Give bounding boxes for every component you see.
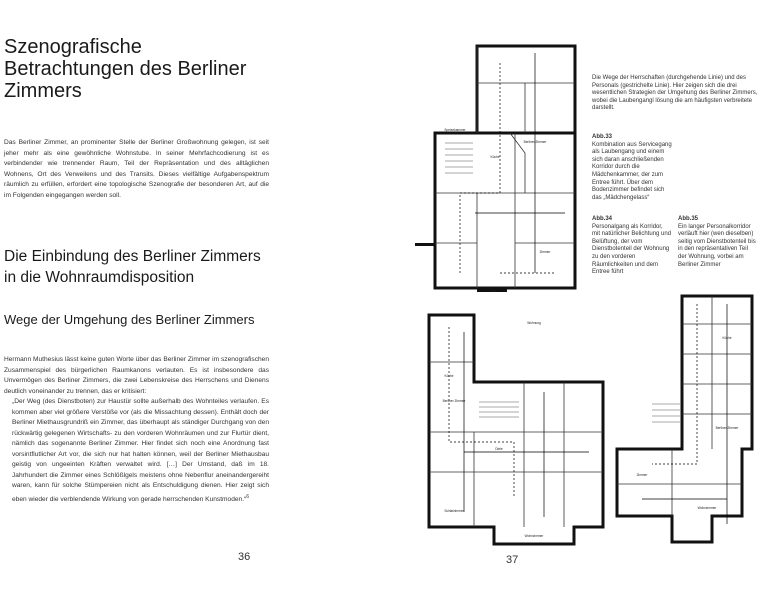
plan2-kueche-label: Küche: [444, 374, 454, 378]
lead-paragraph: Das Berliner Zimmer, an prominenter Stelle der Berliner Großwohnung gelegen, ist seit jeher mehr als eine gewöhnliche Wohnstube. In seiner Mehrfachcodierung ist es verbindender wie trennender Raum, Teil der Repräsentation und des alltäglichen Wohnens, Ort des Verweilens und des Transits. Dieses vielfältige Aufgabenspektrum räumlich zu erfüllen, erfordert eine topologische Szenografie der besonderen Art, auf die im Folgenden eingegangen werden soll.: [4, 139, 269, 199]
caption-abb34-text: Personalgang als Korridor, mit natürlicher Belichtung und Belüftung, der vom Dienstbotenteil der Wohnung zu den vorderen Räumlichkeiten und dem Entree führt: [592, 223, 672, 276]
plan2-wohnzimmer-label: Wohnzimmer: [524, 534, 544, 538]
quote-text: „Der Weg (des Dienstboten) zur Haustür sollte außerhalb des Wohnteiles verlaufen. Es kommen aber viel größere Verstöße vor (als die Missachtung dessen). Enthält doch der Berliner Miethausgrundriß ein Zimmer, das überhaupt als ständiger Durchgang von den rückwärtig gelegenen Wirtschafts- zu den vorderen Wohnräumen und zur Flurtür dient, nämlich das sogenannte Berliner Zimmer. Hier findet sich noch eine Anordnung fast vorsintflutlicher Art vor, die sich nur hat halten können, weil der Berliner Miethausbau geistig von ungeeinten Kräften verwaltet wird. […] Der Umstand, daß im 18. Jahrhundert die Zimmer eines Schlößlgels meistens ohne Nebenflur aneinandergereiht waren, kann für solche Stümpereien nicht als Entschuldigung dienen. Hier zeigt sich eben wieder die verblendende Wirkung von gerade herrschenden Kunstmoden.“: [12, 398, 269, 503]
block-quote: [4, 397, 269, 505]
caption-abb33: [592, 134, 674, 202]
page-number-left: 36: [238, 551, 251, 563]
section-heading: Die Einbindung des Berliner Zimmers in die Wohnraumdisposition: [4, 248, 261, 286]
page-title: Szenografische Betrachtungen des Berliner Zimmers: [4, 36, 247, 102]
plan1-kueche-label: Küche: [490, 155, 500, 159]
caption-abb34-label: Abb.34: [592, 216, 613, 222]
caption-abb33-label: Abb.33: [592, 134, 613, 140]
floor-plan-abb33: [415, 43, 577, 295]
body-paragraph: Hermann Muthesius lässt keine guten Worte über das Berliner Zimmer im szenografischen Zusammenspiel des bürgerlichen Raumkanons verlauten. Es ist insbesondere das Unvermögen des Berliner Zimmers, die zwei Lebenskreise des Herrschens und Dienens deutlich voneinander zu trennen, das er kritisiert:: [4, 356, 269, 395]
plan2-diele-label: Diele: [495, 447, 503, 451]
plan1-zimmer-label: Zimmer: [539, 250, 551, 254]
caption-abb35-text: Ein langer Personalkorridor verläuft hier (wen dieselben) seitig vom Dienstbotenteil bis in den repräsentativen Teil der Wohnung, vorbei am Berliner Zimmer: [678, 223, 756, 268]
caption-abb33-text: Kombination aus Servicegang als Laubengang und einem sich daran anschließenden Korridor durch die Mädchenkammer, der zum Entree führt. Über dem Bodenzimmer befindet sich das „Mädchengelass“: [592, 141, 672, 201]
caption-abb34: [592, 216, 672, 277]
plan2-berliner-zimmer-label: Berliner Zimmer: [442, 399, 466, 403]
caption-abb35: [678, 216, 758, 269]
caption-intro: Die Wege der Herrschaften (durchgehende Linie) und des Personals (gestrichelte Linie). Hier zeigen sich die drei wesentlichen Strategien der Umgehung des Berliner Zimmers, wobei die Laubengangl lösung die am häufigsten verbreitete darstellt.: [592, 75, 758, 112]
floor-plan-abb34: [424, 312, 605, 550]
plan3-berliner-zimmer-label: Berliner Zimmer: [715, 426, 739, 430]
subsection-heading: Wege der Umgehung des Berliner Zimmers: [4, 312, 255, 327]
plan2-wohnung-label: Wohnung: [527, 321, 541, 325]
floor-plan-abb35: [612, 284, 760, 550]
plan3-kueche-label: Küche: [722, 336, 732, 340]
plan1-flur-label: Flur: [490, 289, 496, 293]
plan1-speisekammer-label: Speisekammer: [444, 128, 466, 132]
plan1-berliner-zimmer-label: Berliner Zimmer: [523, 140, 547, 144]
plan3-wohnzimmer-label: Wohnzimmer: [697, 506, 717, 510]
plan3-zimmer-label: Zimmer: [636, 473, 648, 477]
plan2-schlafzimmer-label: Schlafzimmer: [444, 509, 464, 513]
body-text: [4, 355, 269, 505]
page-number-right: 37: [506, 554, 519, 566]
footnote-ref: 6: [246, 493, 250, 500]
caption-abb35-label: Abb.35: [678, 216, 699, 222]
